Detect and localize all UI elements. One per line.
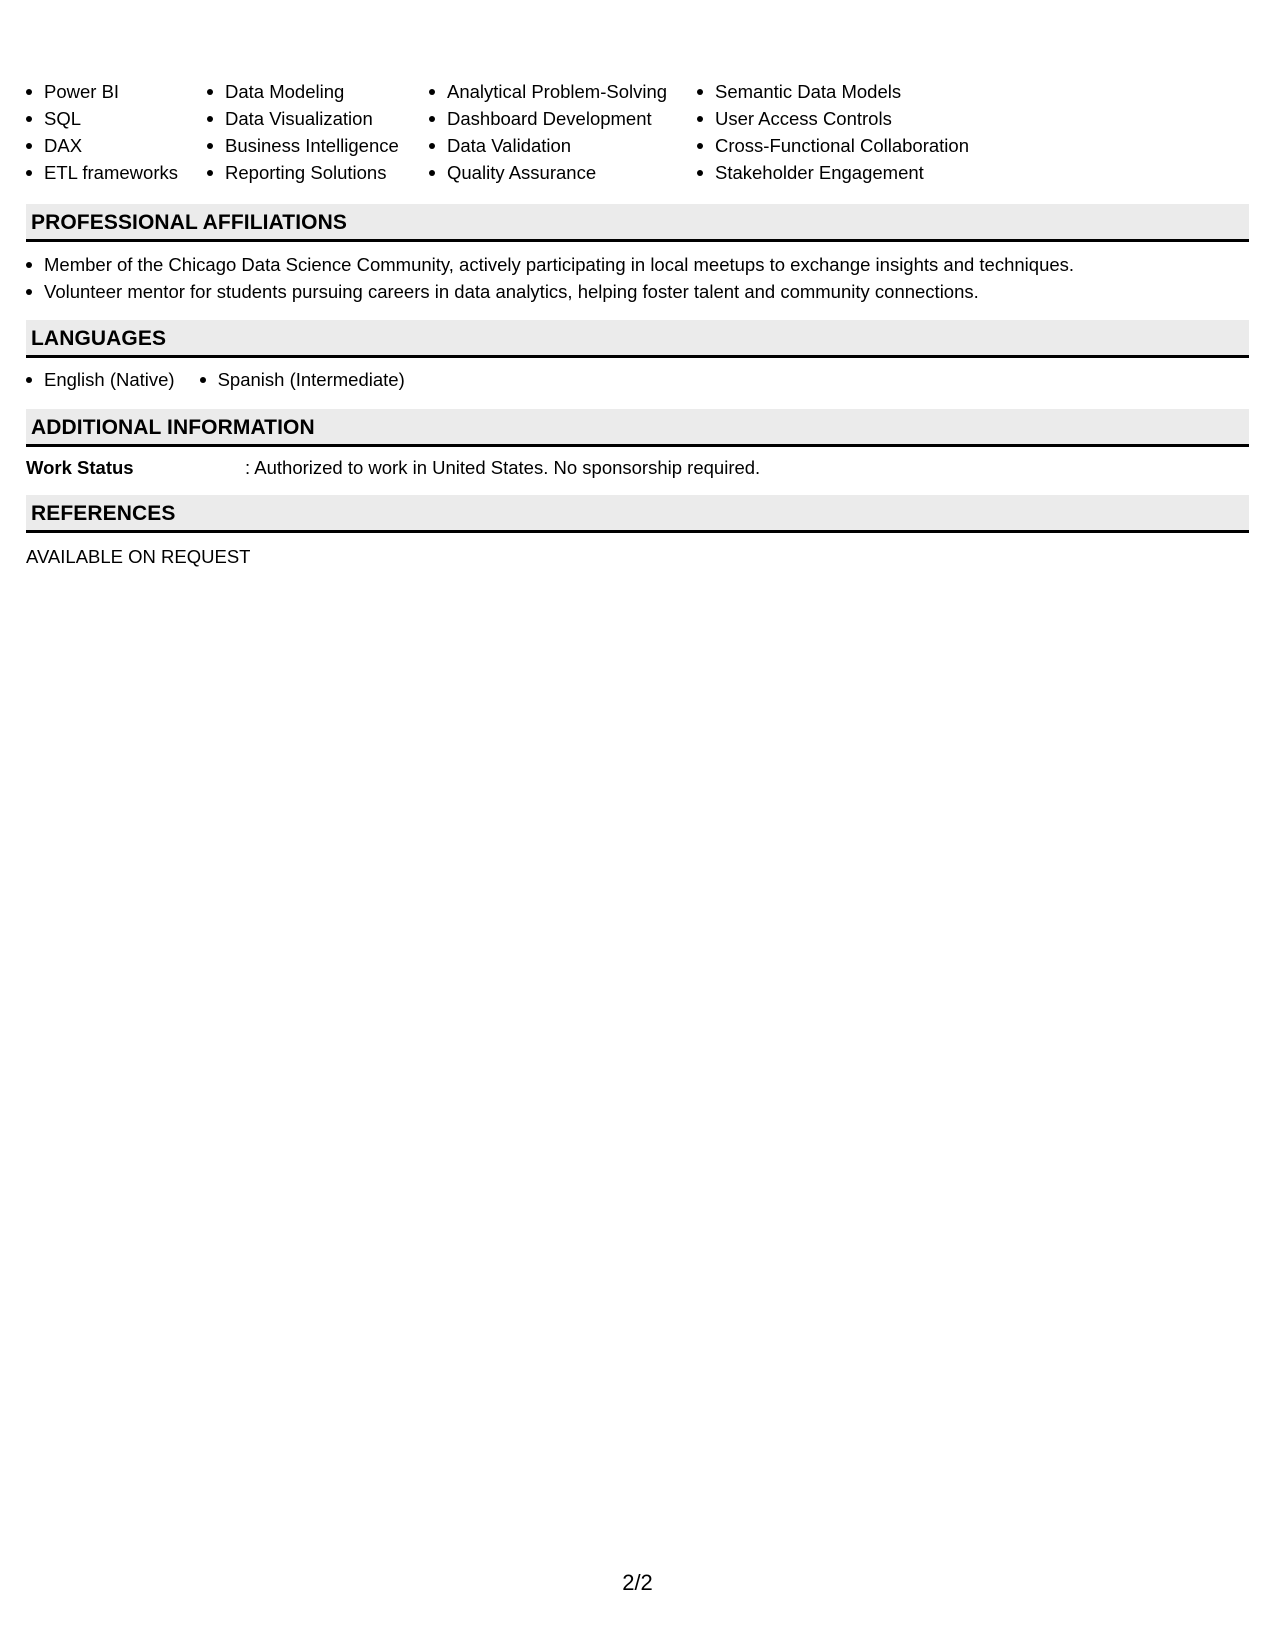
languages-heading: LANGUAGES: [31, 327, 167, 350]
skill-item: ETL frameworks: [26, 159, 178, 186]
language-item: Spanish (Intermediate): [200, 366, 405, 393]
references-heading: REFERENCES: [31, 502, 176, 525]
references-text: AVAILABLE ON REQUEST: [26, 546, 251, 567]
skill-item: DAX: [26, 132, 178, 159]
skill-item: Data Validation: [429, 132, 667, 159]
affiliations-list: [26, 251, 1074, 305]
additional-info-heading: ADDITIONAL INFORMATION: [31, 416, 315, 439]
skill-item: Power BI: [26, 78, 178, 105]
skills-column-1: [26, 78, 178, 186]
skills-column-2: [207, 78, 399, 186]
affiliations-heading: PROFESSIONAL AFFILIATIONS: [31, 211, 347, 234]
skill-item: Stakeholder Engagement: [697, 159, 969, 186]
affiliation-item: Volunteer mentor for students pursuing careers in data analytics, helping foster talent and community connections.: [26, 278, 1074, 305]
additional-info-section-header: [26, 409, 1249, 447]
skill-item: Dashboard Development: [429, 105, 667, 132]
skill-item: SQL: [26, 105, 178, 132]
skills-column-4: [697, 78, 969, 186]
skill-item: User Access Controls: [697, 105, 969, 132]
affiliation-item: Member of the Chicago Data Science Community, actively participating in local meetups to exchange insights and techniques.: [26, 251, 1074, 278]
work-status-value: : Authorized to work in United States. No sponsorship required.: [245, 457, 761, 478]
skill-item: Analytical Problem-Solving: [429, 78, 667, 105]
skill-item: Data Modeling: [207, 78, 399, 105]
skill-item: Data Visualization: [207, 105, 399, 132]
skill-item: Reporting Solutions: [207, 159, 399, 186]
affiliations-section-header: [26, 204, 1249, 242]
languages-section-header: [26, 320, 1249, 358]
skill-item: Business Intelligence: [207, 132, 399, 159]
work-status-row: [26, 454, 1249, 481]
page-number: 2/2: [622, 1570, 653, 1595]
languages-list: [26, 366, 430, 393]
language-item: English (Native): [26, 366, 175, 393]
work-status-label: Work Status: [26, 457, 134, 478]
skill-item: Quality Assurance: [429, 159, 667, 186]
references-section-header: [26, 495, 1249, 533]
skill-item: Semantic Data Models: [697, 78, 969, 105]
skill-item: Cross-Functional Collaboration: [697, 132, 969, 159]
skills-column-3: [429, 78, 667, 186]
